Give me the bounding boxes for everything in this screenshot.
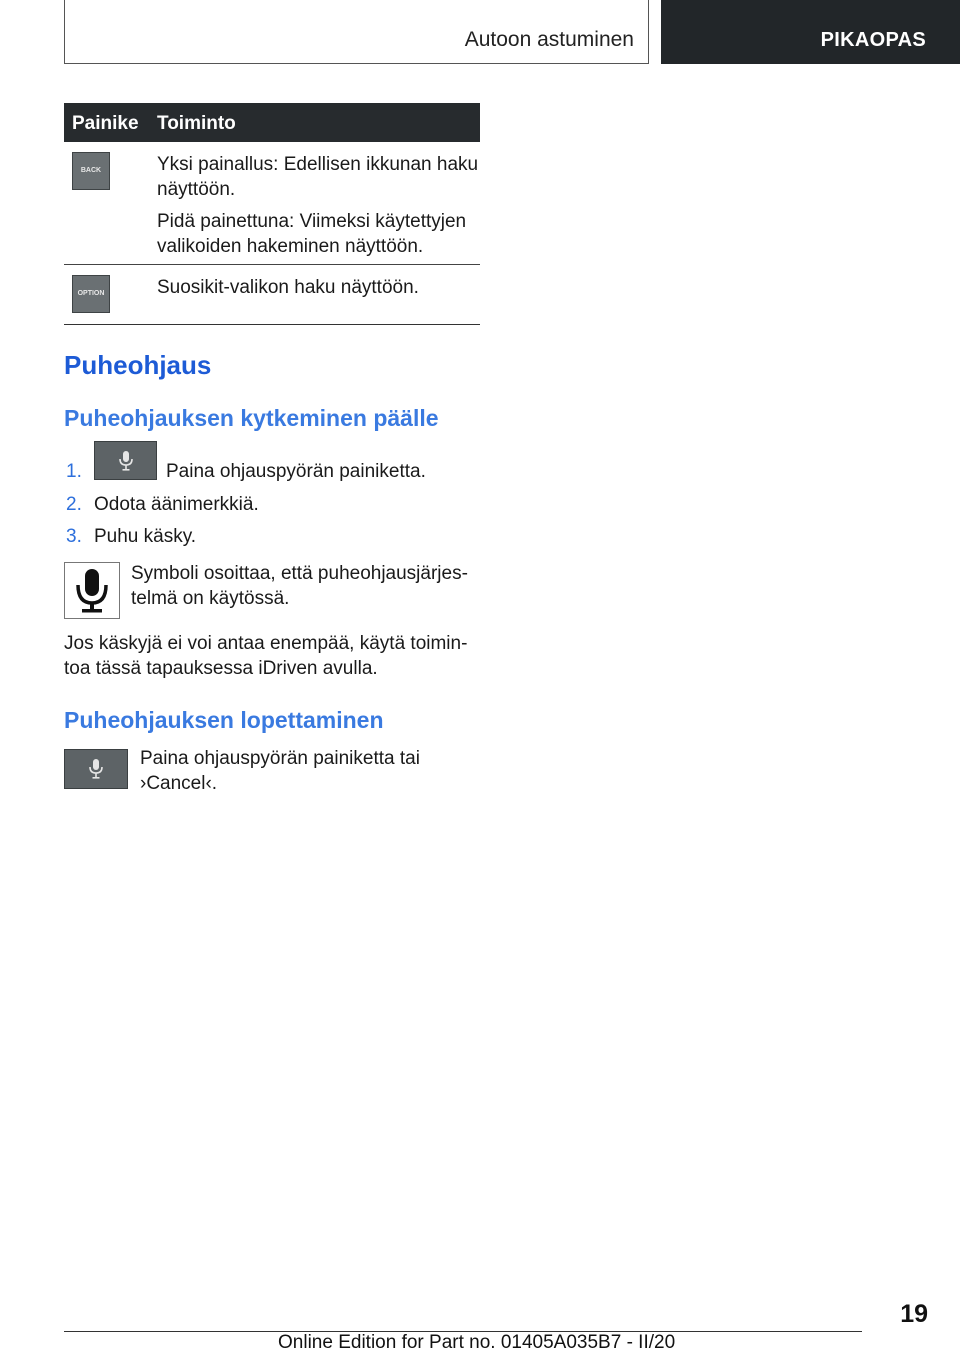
back-button-icon: BACK — [72, 152, 110, 190]
option-button-icon: OPTION — [72, 275, 110, 313]
button-function-table — [64, 103, 480, 325]
note-paragraph: Jos käskyjä ei voi antaa enempää, käytä toimintoa tässä tapauksessa iDriven avulla. — [64, 633, 468, 679]
step-number: 2. — [66, 494, 82, 515]
deactivate-text: Paina ohjauspyörän painiketta tai ›Cancel‹. — [140, 748, 420, 794]
step-text: Puhu käsky. — [94, 526, 197, 547]
table-row — [64, 265, 480, 325]
page-number: 19 — [900, 1300, 928, 1328]
step-number: 1. — [66, 461, 82, 482]
step-text: Paina ohjauspyörän painiketta. — [166, 461, 426, 482]
footer-edition: Online Edition for Part no. 01405A035B7 - II/20 — [278, 1332, 676, 1353]
table-cell-text: Pidä painettuna: Viimeksi käytettyjen valikoiden hakeminen näyttöön. — [157, 211, 467, 257]
step-text: Odota äänimerkkiä. — [94, 494, 259, 515]
table-cell-text: Yksi painallus: Edellisen ikkunan haku näyttöön. — [157, 154, 479, 200]
section-heading: Puheohjaus — [64, 350, 212, 380]
table-header-button: Painike — [72, 113, 139, 134]
table-cell-text: Suosikit-valikon haku näyttöön. — [157, 277, 419, 298]
subheading-deactivate: Puheohjauksen lopettaminen — [64, 707, 384, 733]
header-section-box — [64, 0, 649, 64]
chapter-tab — [661, 0, 960, 64]
voice-active-icon — [64, 562, 120, 619]
table-row — [64, 142, 480, 265]
symbol-description: Symboli osoittaa, että puheohjausjärjestelmä on käytössä. — [131, 563, 468, 609]
chapter-title: PIKAOPAS — [820, 29, 926, 51]
section-title: Autoon astuminen — [464, 28, 634, 51]
microphone-icon — [64, 749, 128, 789]
table-header-function: Toiminto — [157, 113, 236, 134]
step-number: 3. — [66, 526, 82, 547]
table-header — [64, 103, 480, 142]
subheading-activate: Puheohjauksen kytkeminen päälle — [64, 405, 439, 431]
microphone-icon — [94, 441, 157, 480]
